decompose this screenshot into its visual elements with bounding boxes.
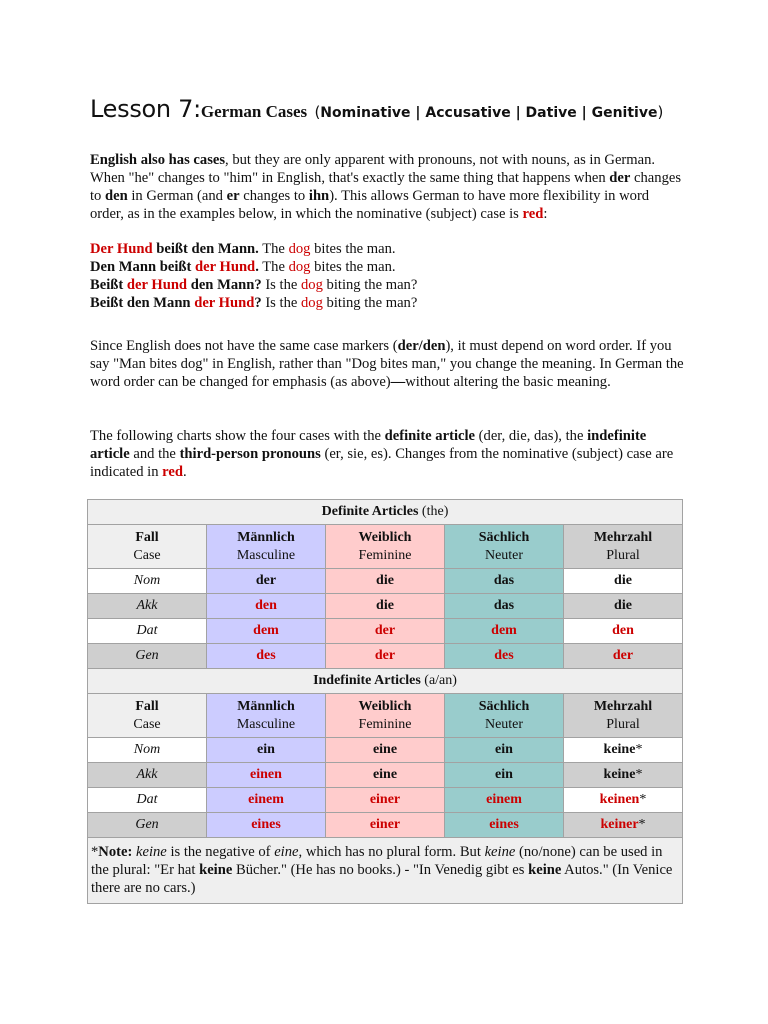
indefinite-articles-title (88, 669, 683, 694)
column-label-german: Mehrzahl (593, 698, 653, 714)
cell-neuter (445, 738, 564, 763)
page-title (90, 94, 663, 123)
article-form: das (493, 598, 515, 613)
since-text-1: Since English does not have the same case markers ( (90, 338, 398, 354)
cell-feminine (326, 644, 445, 669)
since-dash: — (390, 374, 406, 390)
example-sentences (90, 240, 685, 312)
charts-text-1: The following charts show the four cases with the (90, 428, 385, 444)
example-2-subject: der Hund (195, 259, 256, 275)
footnote-star: * (639, 792, 647, 807)
definite-articles-title-row (88, 500, 683, 525)
column-label-english: Plural (606, 547, 640, 563)
definite-header-fall (88, 525, 207, 569)
example-4-dog: dog (301, 295, 323, 311)
table-row (88, 763, 683, 788)
indefinite-header-fall (88, 694, 207, 738)
example-line-4 (90, 294, 685, 312)
footnote-star: * (635, 767, 643, 782)
example-4-subject: der Hund (194, 295, 255, 311)
charts-bold-definite: definite article (384, 428, 476, 444)
example-4-translation-a: Is the (261, 295, 301, 311)
article-form: ein (495, 742, 513, 757)
article-form: einem (248, 792, 284, 807)
cell-feminine (326, 738, 445, 763)
note-i1: keine (136, 844, 167, 860)
cell-plural (564, 763, 683, 788)
column-label-english: Case (133, 547, 161, 563)
example-3-subject: der Hund (126, 277, 188, 293)
article-form: des (256, 648, 276, 663)
article-form: den (255, 598, 277, 613)
note-label: Note: (98, 844, 133, 860)
footnote-star: * (638, 817, 646, 832)
note-t2: is the negative of (166, 844, 275, 860)
note-t5: Bücher." (He has no books.) - "In Venedig gibt es (232, 862, 529, 878)
article-form: ein (495, 767, 513, 782)
intro-bold-den: den (105, 188, 128, 204)
definite-articles-title (88, 500, 683, 525)
intro-bold-ihn: ihn (308, 188, 330, 204)
since-text-2: ), it must depend on word order. If you say "Man bites dog" in English, rather than "Dog bites man," you change the meaning. In German the word order can be changed for emphasis (as above) (90, 338, 684, 390)
indefinite-title-bold: Indefinite Articles (313, 673, 421, 688)
note-t6: Autos." (In Venice there are no cars.) (91, 862, 673, 896)
intro-bold-der: der (609, 170, 631, 186)
case-label: Dat (88, 619, 207, 644)
article-form: einen (250, 767, 282, 782)
article-form: eine (372, 742, 398, 757)
charts-bold-pronouns: third-person pronouns (179, 446, 321, 462)
column-label-german: Sächlich (478, 529, 530, 545)
table-note (88, 838, 683, 904)
cell-plural (564, 619, 683, 644)
table-row (88, 619, 683, 644)
indefinite-header-feminine (326, 694, 445, 738)
column-label-german: Weiblich (358, 698, 412, 714)
table-row (88, 813, 683, 838)
article-form: ein (257, 742, 275, 757)
indefinite-title-rest: (a/an) (420, 673, 457, 688)
example-2-end: . (255, 259, 259, 275)
indefinite-column-header-row (88, 694, 683, 738)
case-label: Gen (88, 813, 207, 838)
indefinite-header-plural (564, 694, 683, 738)
article-form: des (494, 648, 514, 663)
note-t3: , which has no plural form. But (298, 844, 485, 860)
example-line-1 (90, 240, 685, 258)
cell-masculine (207, 738, 326, 763)
column-label-german: Mehrzahl (593, 529, 653, 545)
article-form: die (376, 598, 394, 613)
article-form: eines (489, 817, 519, 832)
article-form: der (255, 573, 277, 588)
cell-feminine (326, 813, 445, 838)
definite-header-plural (564, 525, 683, 569)
note-b2: keine (528, 862, 562, 878)
intro-text-6: : (543, 206, 548, 222)
indefinite-articles-title-row (88, 669, 683, 694)
definite-header-feminine (326, 525, 445, 569)
charts-text-4: (er, sie, es). Changes from the nominative (subject) case are indicated in (90, 446, 674, 480)
article-form: eine (372, 767, 398, 782)
column-label-english: Feminine (358, 716, 412, 732)
charts-intro-paragraph (90, 427, 685, 481)
example-3-start: Beißt (90, 277, 127, 293)
cell-plural (564, 569, 683, 594)
article-form: dem (253, 623, 279, 638)
note-b1: keine (199, 862, 233, 878)
cell-masculine (207, 569, 326, 594)
cell-neuter (445, 788, 564, 813)
cell-masculine (207, 644, 326, 669)
cell-plural (564, 594, 683, 619)
example-1-dog: dog (288, 241, 311, 257)
definite-header-neuter (445, 525, 564, 569)
cell-neuter (445, 763, 564, 788)
article-form: keinen (599, 792, 640, 807)
cell-neuter (445, 619, 564, 644)
cell-feminine (326, 569, 445, 594)
example-1-translation-a: The (258, 241, 289, 257)
definite-header-masculine (207, 525, 326, 569)
note-t4: (no/none) can be used in the plural: "Er hat (91, 844, 663, 878)
table-note-row (88, 838, 683, 904)
example-line-2 (90, 258, 685, 276)
case-label: Dat (88, 788, 207, 813)
title-close-paren: ) (657, 103, 664, 121)
case-label: Akk (88, 594, 207, 619)
table-row (88, 569, 683, 594)
indefinite-header-masculine (207, 694, 326, 738)
intro-bold-er: er (226, 188, 240, 204)
charts-text-2: (der, die, das), the (475, 428, 588, 444)
article-form: der (374, 623, 396, 638)
case-label: Nom (88, 569, 207, 594)
example-1-rest: beißt den Mann. (152, 241, 259, 257)
column-label-german: Weiblich (358, 529, 412, 545)
cell-feminine (326, 763, 445, 788)
example-2-translation-a: The (258, 259, 289, 275)
cell-masculine (207, 763, 326, 788)
example-1-translation-b: bites the man. (310, 241, 396, 257)
cell-plural (564, 738, 683, 763)
title-main: German Cases (200, 102, 308, 121)
example-4-translation-b: biting the man? (322, 295, 418, 311)
indefinite-header-neuter (445, 694, 564, 738)
intro-text-2: changes to (90, 170, 682, 204)
intro-text-3: in German (and (127, 188, 227, 204)
cell-masculine (207, 619, 326, 644)
article-form: eines (251, 817, 281, 832)
cell-neuter (445, 569, 564, 594)
title-cases: Nominative | Accusative | Dative | Genitive (320, 105, 658, 121)
note-i3: keine (484, 844, 516, 860)
since-bold-der-den: der/den (397, 338, 446, 354)
cell-feminine (326, 619, 445, 644)
intro-red-word: red (522, 206, 544, 222)
example-2-translation-b: bites the man. (310, 259, 396, 275)
charts-text-3: and the (129, 446, 180, 462)
cell-feminine (326, 788, 445, 813)
column-label-german: Männlich (237, 529, 295, 545)
footnote-star: * (635, 742, 643, 757)
article-form: die (376, 573, 394, 588)
example-line-3 (90, 276, 685, 294)
lesson-number: Lesson 7: (90, 95, 201, 123)
column-label-german: Männlich (237, 698, 295, 714)
example-3-dog: dog (301, 277, 323, 293)
definite-column-header-row (88, 525, 683, 569)
example-4-start: Beißt den Mann (90, 295, 195, 311)
column-label-english: Neuter (484, 716, 524, 732)
column-label-english: Masculine (236, 547, 296, 563)
article-form: der (374, 648, 396, 663)
example-3-end: den Mann? (187, 277, 262, 293)
table-row (88, 788, 683, 813)
intro-bold-1: English also has cases (90, 152, 226, 168)
example-3-translation-a: Is the (261, 277, 301, 293)
cell-plural (564, 813, 683, 838)
article-form: den (612, 623, 634, 638)
example-2-dog: dog (288, 259, 311, 275)
article-form: das (493, 573, 515, 588)
table-row (88, 594, 683, 619)
article-form: dem (491, 623, 517, 638)
example-2-start: Den Mann beißt (90, 259, 196, 275)
cases-table-body (88, 500, 683, 904)
table-row (88, 738, 683, 763)
article-form: keine (603, 742, 636, 757)
cell-neuter (445, 594, 564, 619)
article-form: einem (486, 792, 522, 807)
title-open-paren: ( (314, 103, 321, 121)
column-label-english: Neuter (484, 547, 524, 563)
since-text-3: without altering the basic meaning. (405, 374, 611, 390)
cell-feminine (326, 594, 445, 619)
example-1-subject: Der Hund (90, 241, 153, 257)
case-label: Gen (88, 644, 207, 669)
article-form: einer (369, 792, 401, 807)
column-label-german: Fall (135, 529, 159, 545)
column-label-german: Fall (135, 698, 159, 714)
cell-masculine (207, 594, 326, 619)
cell-neuter (445, 813, 564, 838)
intro-text-5: ). This allows German to have more flexibility in word order, as in the examples below, in which the nominative (subject) case is (90, 188, 650, 222)
column-label-english: Feminine (358, 547, 412, 563)
word-order-paragraph (90, 337, 685, 391)
article-form: keiner (600, 817, 639, 832)
intro-paragraph (90, 151, 685, 223)
article-form: einer (369, 817, 401, 832)
definite-title-bold: Definite Articles (321, 504, 419, 519)
note-i2: eine (274, 844, 299, 860)
case-label: Nom (88, 738, 207, 763)
intro-text-1: , but they are only apparent with pronouns, not with nouns, as in German. When "he" changes to "him" in English, that's exactly the same thing that happens when (90, 152, 656, 186)
article-form: die (614, 598, 632, 613)
charts-bold-indefinite: indefinite article (90, 428, 647, 462)
cell-plural (564, 644, 683, 669)
charts-text-5: . (182, 464, 187, 480)
column-label-german: Sächlich (478, 698, 530, 714)
german-cases-table (87, 499, 683, 904)
cell-masculine (207, 788, 326, 813)
case-label: Akk (88, 763, 207, 788)
charts-red-word: red (162, 464, 183, 480)
column-label-english: Plural (606, 716, 640, 732)
column-label-english: Case (133, 716, 161, 732)
note-star: * (91, 844, 99, 860)
article-form: keine (603, 767, 636, 782)
cell-masculine (207, 813, 326, 838)
definite-title-rest: (the) (418, 504, 449, 519)
article-form: der (612, 648, 634, 663)
example-4-end: ? (254, 295, 262, 311)
table-row (88, 644, 683, 669)
intro-text-4: changes to (239, 188, 309, 204)
example-3-translation-b: biting the man? (322, 277, 418, 293)
column-label-english: Masculine (236, 716, 296, 732)
article-form: die (614, 573, 632, 588)
cell-plural (564, 788, 683, 813)
cell-neuter (445, 644, 564, 669)
